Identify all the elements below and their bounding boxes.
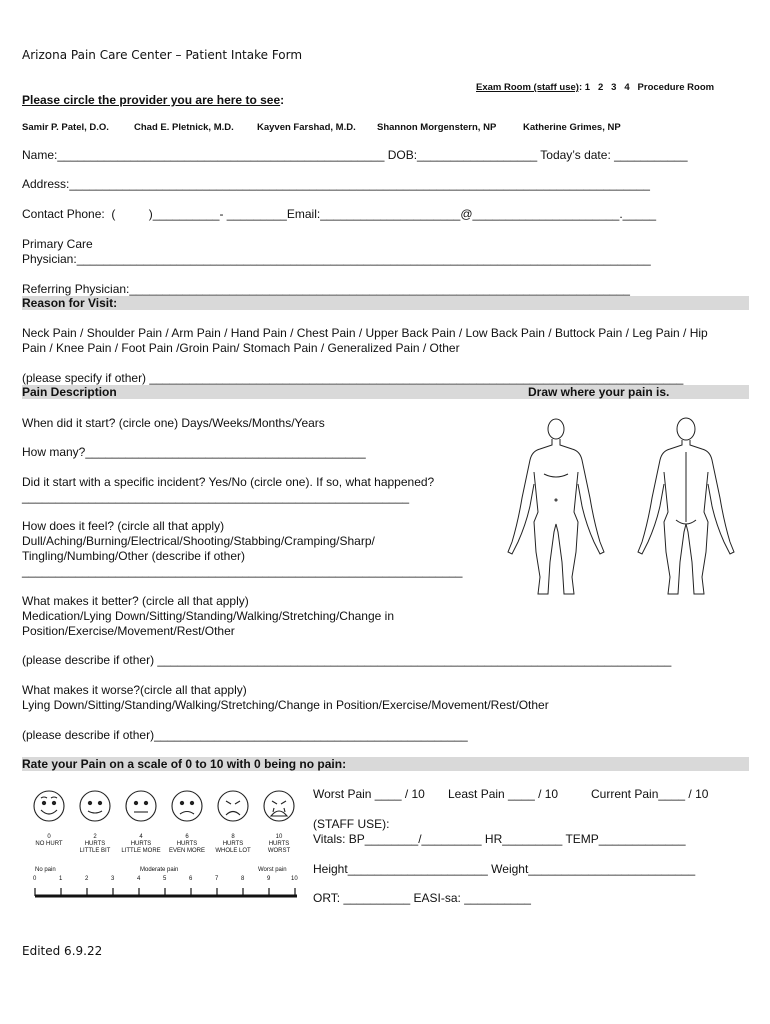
reason-options-2[interactable]: Pain / Knee Pain / Foot Pain /Groin Pain/ Stomach Pain / Generalized Pain / Other [22,341,460,355]
reason-heading-bar [22,296,749,310]
better-question: What makes it better? (circle all that apply) [22,594,249,608]
ort-easi-line[interactable]: ORT: __________ EASI-sa: __________ [313,891,531,905]
address-line[interactable]: Address:_______________________________________________________________________________________ [22,177,650,191]
pcp-label: Primary Care [22,237,93,251]
provider-option[interactable]: Katherine Grimes, NP [523,122,621,133]
better-describe-line[interactable]: (please describe if other) _____________________________________________________________________________ [22,653,672,667]
face-label-8: 8 HURTS WHOLE LOT [215,834,251,854]
face-8-icon[interactable] [218,791,248,821]
provider-prompt [22,93,284,107]
face-0-icon[interactable] [34,791,64,821]
face-label-4: 4 HURTS LITTLE MORE [121,834,161,854]
name-dob-date-line[interactable]: Name:_________________________________________________ DOB:__________________ Today’s date: ___________ [22,148,688,162]
exam-room-options: : 1 2 3 4 Procedure Room [578,82,715,93]
provider-prompt-text: Please circle the provider you are here to see [22,93,281,107]
how-many-line[interactable]: How many?__________________________________________ [22,445,366,459]
reason-specify-line[interactable]: (please specify if other) ________________________________________________________________________________ [22,371,684,385]
worse-question: What makes it worse?(circle all that apply) [22,683,247,697]
pain-description-heading: Pain Description [22,385,117,399]
worse-options[interactable]: Lying Down/Sitting/Standing/Walking/Stretching/Change in Position/Exercise/Movement/Rest/Other [22,698,549,712]
scale-mid-label: Moderate pain [140,867,179,873]
scale-ruler-icon[interactable] [22,884,302,904]
body-back-icon[interactable] [638,418,734,594]
draw-pain-heading: Draw where your pain is. [528,385,670,399]
pain-description-bar [22,385,749,399]
face-label-6: 6 HURTS EVEN MORE [168,834,205,854]
face-2-icon[interactable] [80,791,110,821]
feel-options-2[interactable]: Tingling/Numbing/Other (describe if other) [22,549,245,563]
better-options-1[interactable]: Medication/Lying Down/Sitting/Standing/Walking/Stretching/Change in [22,609,394,623]
provider-option[interactable]: Samir P. Patel, D.O. [22,122,109,133]
face-label-10: 10 HURTS WORST [267,834,291,854]
face-10-icon[interactable] [264,791,294,821]
provider-option[interactable]: Chad E. Pletnick, M.D. [134,122,234,133]
face-label-0: 0 NO HURT [35,834,63,847]
staff-use-label: (STAFF USE): [313,817,390,831]
face-6-icon[interactable] [172,791,202,821]
reason-options-1[interactable]: Neck Pain / Shoulder Pain / Arm Pain / Hand Pain / Chest Pain / Upper Back Pain / Low Back Pain / Buttock Pain / Leg Pain / Hip [22,326,708,340]
least-pain-line[interactable]: Least Pain ____ / 10 [448,787,559,801]
vitals-line[interactable]: Vitals: BP________/_________ HR_________ TEMP_____________ [313,832,686,846]
reason-heading: Reason for Visit: [22,296,118,310]
provider-option[interactable]: Shannon Morgenstern, NP [377,122,497,133]
current-pain-line[interactable]: Current Pain____ / 10 [591,787,709,801]
feel-options-1[interactable]: Dull/Aching/Burning/Electrical/Shooting/Stabbing/Cramping/Sharp/ [22,534,375,548]
contact-line[interactable]: Contact Phone: ( )__________- _________Email:_____________________@______________________._____ [22,207,657,221]
faces-scale: 0 NO HURT 2 HURTS LITTLE BIT 4 HURTS LITTLE MORE 6 HURTS EVEN MORE 8 HURTS WHOLE LOT 10 HURTS WORST No pain Moderate pain Worst pain 0 1 2 3 4 5 6 7 8 9 10 [22,788,302,908]
start-question[interactable]: When did it start? (circle one) Days/Weeks/Months/Years [22,416,325,430]
feel-line[interactable]: __________________________________________________________________ [22,564,463,578]
provider-option[interactable]: Kayven Farshad, M.D. [257,122,356,133]
height-weight-line[interactable]: Height_____________________ Weight_________________________ [313,862,696,876]
face-4-icon[interactable] [126,791,156,821]
scale-right-label: Worst pain [258,867,287,873]
scale-left-label: No pain [35,867,56,873]
incident-question[interactable]: Did it start with a specific incident? Yes/No (circle one). If so, what happened? [22,475,435,489]
incident-line[interactable]: __________________________________________________________ [22,490,410,504]
provider-prompt-suffix: : [280,93,285,107]
feel-question: How does it feel? (circle all that apply) [22,519,225,533]
body-front-icon[interactable] [508,419,604,594]
face-label-2: 2 HURTS LITTLE BIT [79,834,111,854]
better-options-2[interactable]: Position/Exercise/Movement/Rest/Other [22,624,235,638]
edited-date: Edited 6.9.22 [22,944,103,958]
exam-room-label: Exam Room (staff use) [476,82,579,93]
form-title: Arizona Pain Care Center – Patient Intake Form [22,48,303,62]
pain-scale-heading: Rate your Pain on a scale of 0 to 10 with 0 being no pain: [22,757,347,771]
pain-scale-bar [22,757,749,771]
pcp-line[interactable]: Physician:______________________________________________________________________________________ [22,252,651,266]
body-diagram-icon[interactable] [500,412,750,602]
worse-describe-line[interactable]: (please describe if other)_______________________________________________ [22,728,468,742]
exam-room [476,82,714,93]
worst-pain-line[interactable]: Worst Pain ____ / 10 [313,787,425,801]
referring-line[interactable]: Referring Physician:___________________________________________________________________________ [22,282,630,296]
